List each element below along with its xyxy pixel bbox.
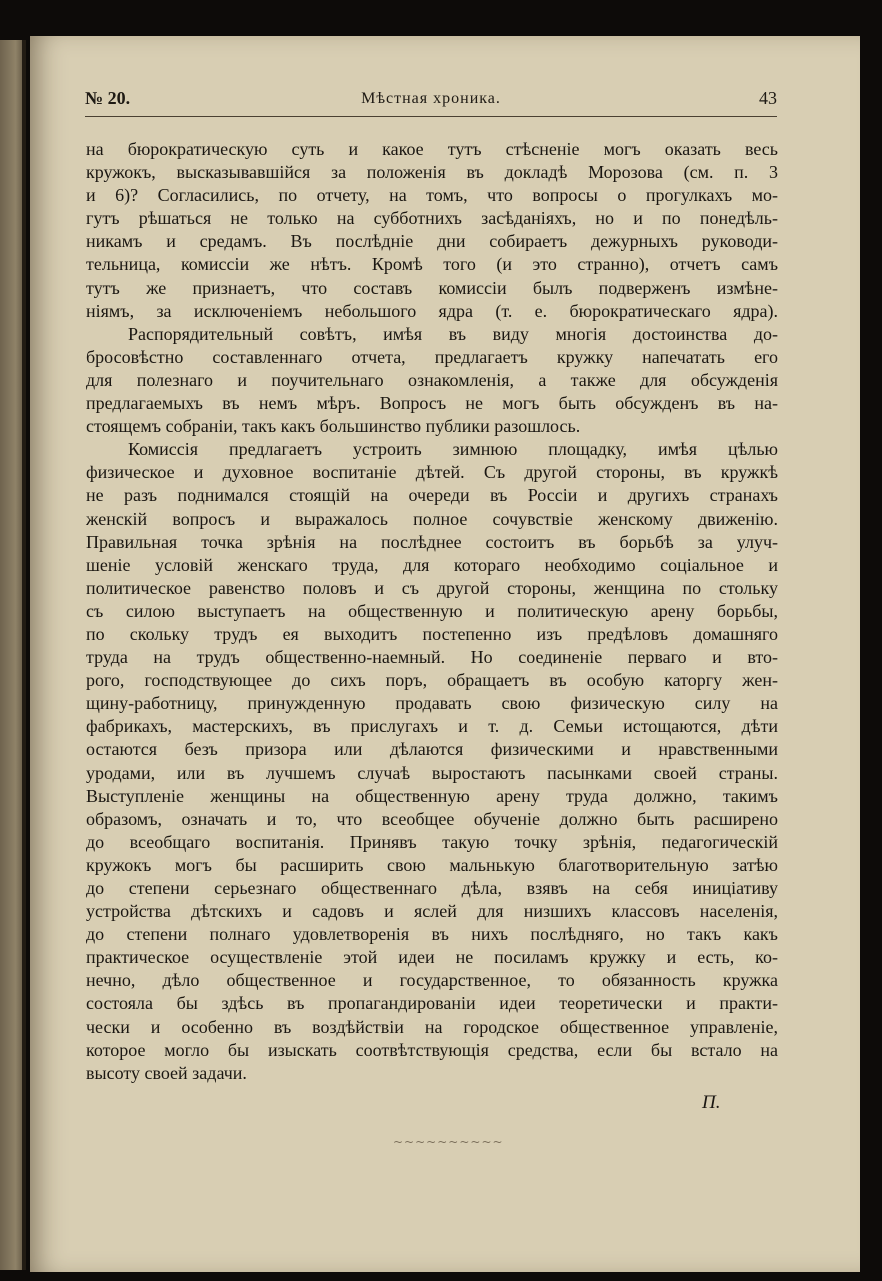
text-line: гутъ рѣшаться не только на субботнихъ засѣданіяхъ, но и по понедѣль-: [86, 208, 778, 229]
text-line: бросовѣстно составленнаго отчета, предлагаетъ кружку напечатать его: [86, 346, 778, 367]
text-line: состояла бы здѣсь въ пропагандированіи идеи теоретически и практи-: [86, 993, 778, 1014]
page-header: [85, 88, 777, 116]
text-line: тутъ же признаетъ, что составъ комиссіи былъ подверженъ измѣне-: [86, 277, 778, 298]
end-ornament: ~~~~~~~~~~: [393, 1135, 504, 1149]
text-line: физическое и духовное воспитаніе дѣтей. Съ другой стороны, въ кружкѣ: [86, 462, 778, 483]
text-line: тельница, комиссіи же нѣтъ. Кромѣ того (и это странно), отчетъ самъ: [86, 254, 778, 275]
body-text: [86, 138, 778, 1085]
text-line: на бюрократическую суть и какое тутъ стѣсненіе могъ оказать весь: [86, 139, 778, 159]
text-line: Правильная точка зрѣнія на послѣднее состоитъ въ борьбѣ за улуч-: [86, 531, 778, 552]
text-line: чески и особенно въ воздѣйствіи на городское общественное управленіе,: [86, 1016, 778, 1037]
text-line: остаются безъ призора или дѣлаются физическими и нравственными: [86, 739, 778, 760]
text-line: Распорядительный совѣтъ, имѣя въ виду многія достоинства до-: [128, 323, 778, 344]
text-line: практическое осуществленіе этой идеи не посиламъ кружку и есть, ко-: [86, 947, 778, 968]
text-line: высоту своей задачи.: [86, 1062, 247, 1083]
text-line: нечно, дѣло общественное и государственное, то обязанность кружка: [86, 970, 778, 991]
text-line: съ силою выступаетъ на общественную и политическую арену борьбы,: [86, 600, 778, 621]
text-line: кружокъ, высказывавшійся за положенія въ докладѣ Морозова (см. п. 3: [86, 162, 778, 183]
header-rule: [85, 116, 777, 117]
text-line: до всеобщаго воспитанія. Принявъ такую точку зрѣнія, педагогическій: [86, 831, 778, 852]
text-line: образомъ, означать и то, что всеобщее обученіе должно быть расширено: [86, 808, 778, 829]
text-line: стоящемъ собраніи, такъ какъ большинство публики разошлось.: [86, 416, 581, 437]
text-line: щину-работницу, принужденную продавать свою физическую силу на: [86, 693, 778, 714]
text-line: ніямъ, за исключеніемъ небольшого ядра (т. е. бюрократическаго ядра).: [86, 300, 778, 321]
text-line: Выступленіе женщины на общественную арену труда должно, такимъ: [86, 785, 778, 806]
text-line: шеніе условій женскаго труда, для котораго необходимо соціальное и: [86, 554, 778, 575]
page-number: 43: [759, 88, 777, 108]
text-line: уродами, или въ лучшемъ случаѣ выростаютъ пасынками своей страны.: [86, 762, 778, 783]
text-line: женскій вопросъ и выражалось полное сочувствіе женскому движенію.: [86, 508, 778, 529]
previous-page-edge: [0, 40, 26, 1270]
text-line: рого, господствующее до сихъ поръ, обращаетъ въ особую каторгу жен-: [86, 670, 778, 691]
text-line: не разъ поднимался стоящій на очереди въ Россіи и другихъ странахъ: [86, 485, 778, 506]
text-line: предлагаемыхъ въ немъ мѣръ. Вопросъ не могъ быть обсужденъ въ на-: [86, 393, 778, 414]
text-line: которое могло бы изыскать соотвѣтствующія средства, если бы встало на: [86, 1039, 778, 1060]
issue-number: № 20.: [85, 88, 131, 108]
text-line: для полезнаго и поучительнаго ознакомленія, а также для обсужденія: [86, 369, 778, 390]
section-title: Мѣстная хроника.: [361, 90, 501, 107]
text-line: никамъ и средамъ. Въ послѣдніе дни собираетъ дежурныхъ руководи-: [86, 231, 778, 252]
text-line: фабрикахъ, мастерскихъ, въ прислугахъ и т. д. Семьи истощаются, дѣти: [86, 716, 778, 737]
author-signature: П.: [702, 1092, 721, 1113]
text-line: труда на трудъ общественно-наемный. Но соединеніе перваго и вто-: [86, 647, 778, 668]
text-line: до степени полнаго удовлетворенія въ нихъ послѣдняго, но такъ какъ: [86, 924, 778, 945]
text-line: Комиссія предлагаетъ устроить зимнюю площадку, имѣя цѣлью: [128, 439, 778, 460]
text-line: кружокъ могъ бы расширить свою мальнькую благотворительную затѣю: [86, 854, 778, 875]
text-line: устройства дѣтскихъ и садовъ и яслей для низшихъ классовъ населенія,: [86, 901, 778, 922]
text-line: и 6)? Согласились, по отчету, на томъ, что вопросы о прогулкахъ мо-: [86, 185, 778, 206]
text-line: политическое равенство половъ и съ другой стороны, женщина по стольку: [86, 577, 778, 598]
text-line: по скольку трудъ ея выходитъ постепенно изъ предѣловъ домашняго: [86, 623, 778, 644]
text-line: до степени серьезнаго общественнаго дѣла, взявъ на себя иниціативу: [86, 878, 778, 898]
